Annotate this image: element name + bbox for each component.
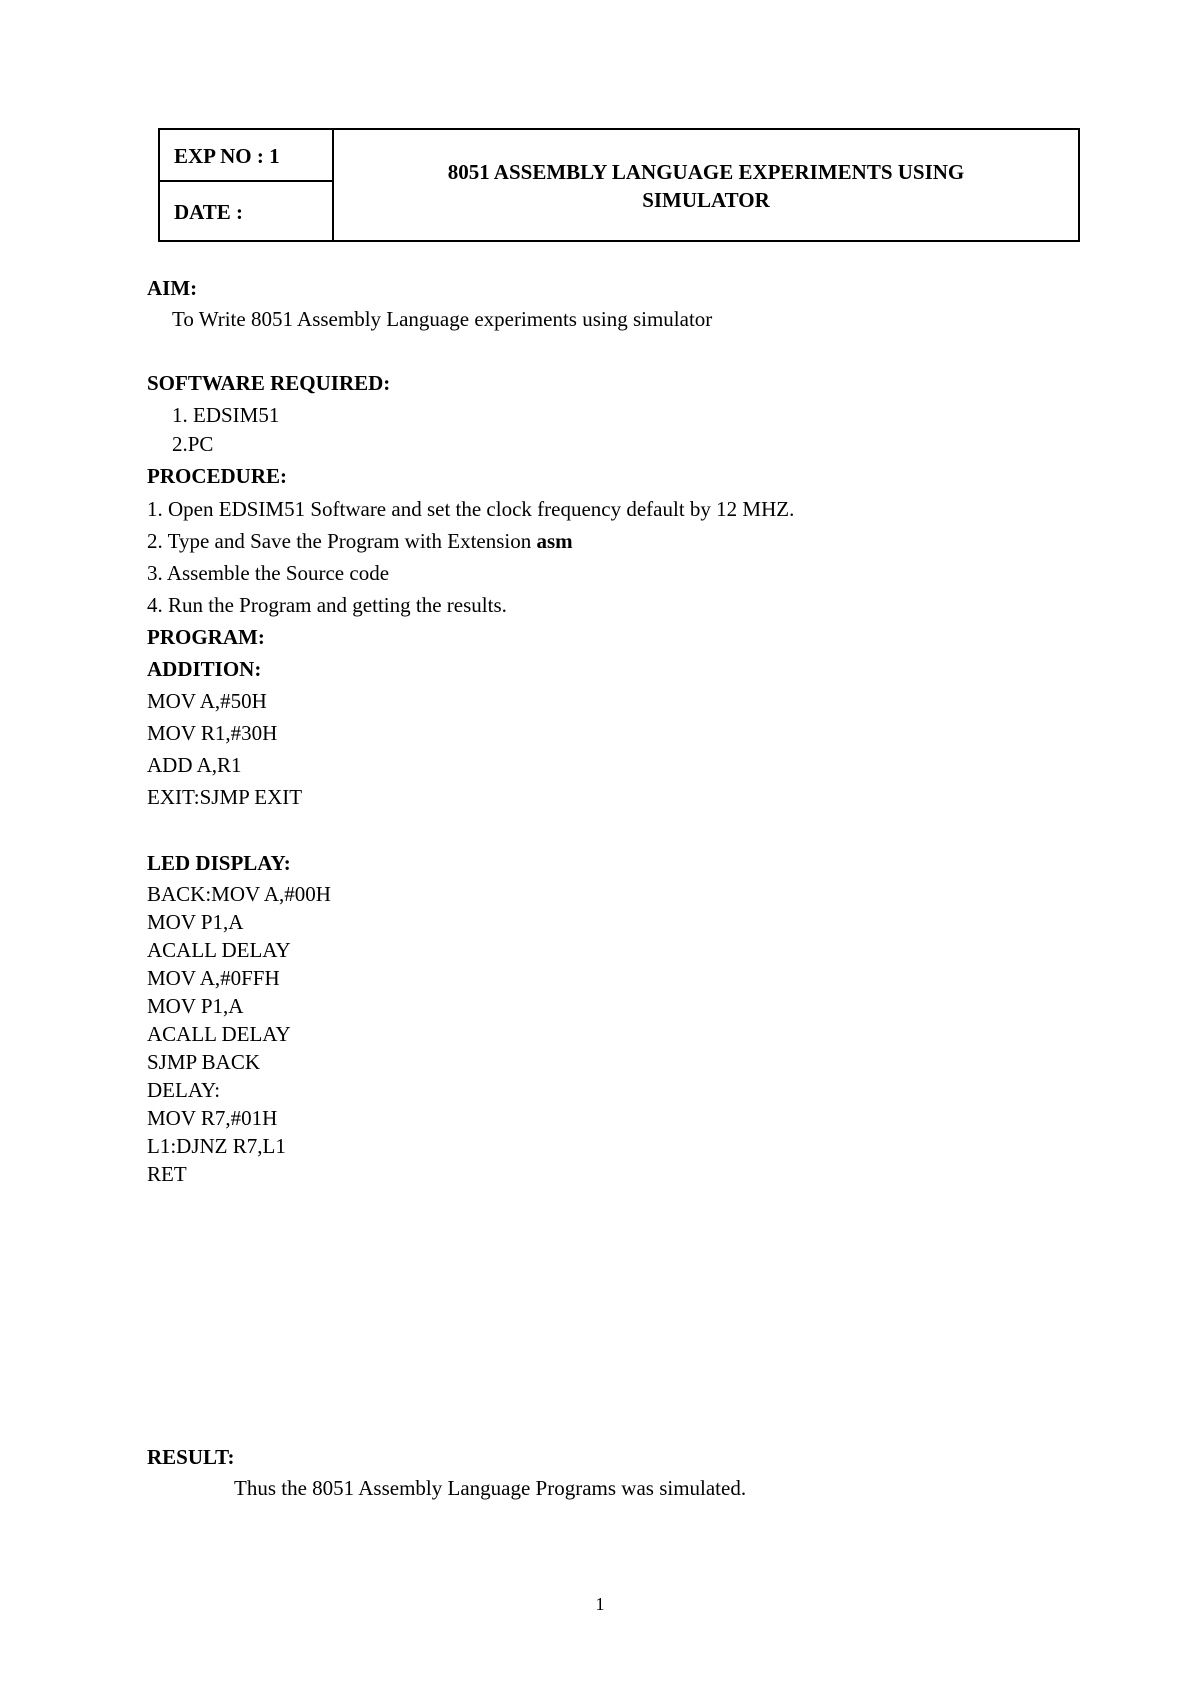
led-line-8: DELAY: bbox=[147, 1078, 221, 1102]
experiment-title-line-2: SIMULATOR bbox=[642, 188, 770, 212]
result-text: Thus the 8051 Assembly Language Programs was simulated. bbox=[234, 1476, 747, 1500]
software-item-1: 1. EDSIM51 bbox=[172, 403, 280, 427]
procedure-heading: PROCEDURE: bbox=[147, 464, 287, 488]
led-line-3: ACALL DELAY bbox=[147, 938, 291, 962]
led-display-heading: LED DISPLAY: bbox=[147, 851, 291, 875]
exp-no-cell: EXP NO : 1 bbox=[160, 130, 332, 182]
aim-heading: AIM: bbox=[147, 276, 198, 300]
software-item-2: 2.PC bbox=[172, 432, 214, 456]
page-number: 1 bbox=[595, 1594, 605, 1614]
header-left-column bbox=[160, 130, 334, 240]
result-heading: RESULT: bbox=[147, 1445, 235, 1469]
procedure-step-4: 4. Run the Program and getting the results. bbox=[147, 593, 507, 617]
led-line-9: MOV R7,#01H bbox=[147, 1106, 278, 1130]
led-line-2: MOV P1,A bbox=[147, 910, 244, 934]
addition-heading: ADDITION: bbox=[147, 657, 262, 681]
experiment-title-line-1: 8051 ASSEMBLY LANGUAGE EXPERIMENTS USING bbox=[447, 160, 965, 184]
experiment-title bbox=[334, 158, 1078, 214]
led-line-4: MOV A,#0FFH bbox=[147, 966, 280, 990]
led-line-7: SJMP BACK bbox=[147, 1050, 261, 1074]
procedure-step-3: 3. Assemble the Source code bbox=[147, 561, 390, 585]
software-heading: SOFTWARE REQUIRED: bbox=[147, 371, 391, 395]
aim-text: To Write 8051 Assembly Language experiments using simulator bbox=[172, 307, 713, 331]
addition-line-1: MOV A,#50H bbox=[147, 689, 267, 713]
led-line-10: L1:DJNZ R7,L1 bbox=[147, 1134, 286, 1158]
experiment-header-table bbox=[158, 128, 1080, 242]
led-line-11: RET bbox=[147, 1162, 187, 1186]
procedure-step-2-extension: asm bbox=[536, 529, 573, 553]
procedure-step-1: 1. Open EDSIM51 Software and set the clock frequency default by 12 MHZ. bbox=[147, 497, 795, 521]
procedure-step-2 bbox=[147, 528, 573, 554]
led-line-6: ACALL DELAY bbox=[147, 1022, 291, 1046]
procedure-step-2-text: 2. Type and Save the Program with Extension bbox=[147, 529, 532, 553]
program-heading: PROGRAM: bbox=[147, 625, 265, 649]
addition-line-4: EXIT:SJMP EXIT bbox=[147, 785, 303, 809]
addition-line-3: ADD A,R1 bbox=[147, 753, 242, 777]
led-line-1: BACK:MOV A,#00H bbox=[147, 882, 331, 906]
addition-line-2: MOV R1,#30H bbox=[147, 721, 278, 745]
date-cell: DATE : bbox=[174, 200, 244, 224]
led-line-5: MOV P1,A bbox=[147, 994, 244, 1018]
